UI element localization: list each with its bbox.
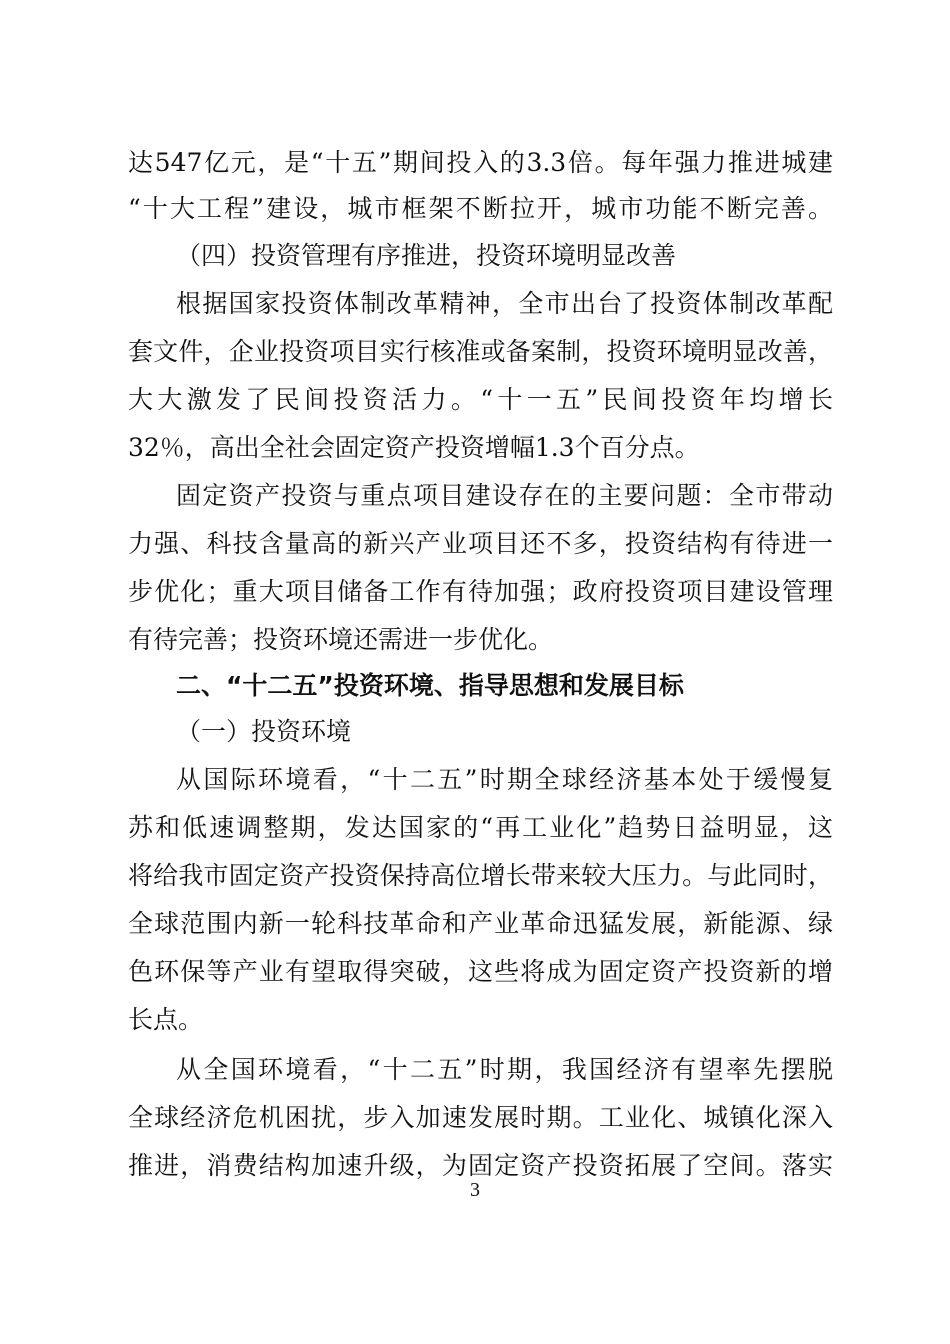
text-line: 苏和低速调整期，发达国家的“再工业化”趋势日益明显，这 xyxy=(128,813,833,842)
text-line: 长点。 xyxy=(128,1005,204,1034)
text-line: 达547亿元，是“十五”期间投入的3.3倍。每年强力推进城建 xyxy=(128,148,833,177)
text-line: 从国际环境看，“十二五”时期全球经济基本处于缓慢复 xyxy=(176,765,833,794)
text-line: 从全国环境看，“十二五”时期，我国经济有望率先摆脱 xyxy=(176,1055,833,1084)
text-line: 力强、科技含量高的新兴产业项目还不多，投资结构有待进一 xyxy=(128,529,833,558)
text-line: 步优化；重大项目储备工作有待加强；政府投资项目建设管理 xyxy=(128,577,833,606)
page-number: 3 xyxy=(470,1179,480,1201)
text-line: 大大激发了民间投资活力。“十一五”民间投资年均增长 xyxy=(128,385,833,414)
text-line: 全球经济危机困扰，步入加速发展时期。工业化、城镇化深入 xyxy=(128,1103,833,1132)
section-subheading: （四）投资管理有序推进，投资环境明显改善 xyxy=(176,241,677,270)
text-line: 推进，消费结构加速升级，为固定资产投资拓展了空间。落实 xyxy=(128,1151,833,1180)
text-line: 套文件，企业投资项目实行核准或备案制，投资环境明显改善， xyxy=(128,337,833,366)
section-heading: 二、“十二五”投资环境、指导思想和发展目标 xyxy=(176,671,684,700)
text-line: 有待完善；投资环境还需进一步优化。 xyxy=(128,625,554,654)
text-line: 色环保等产业有望取得突破，这些将成为固定资产投资新的增 xyxy=(128,957,833,986)
text-line: 32％，高出全社会固定资产投资增幅1.3个百分点。 xyxy=(128,433,700,462)
text-line: 根据国家投资体制改革精神，全市出台了投资体制改革配 xyxy=(176,289,833,318)
text-line: “十大工程”建设，城市框架不断拉开，城市功能不断完善。 xyxy=(128,194,833,223)
text-line: 固定资产投资与重点项目建设存在的主要问题：全市带动 xyxy=(176,481,833,510)
text-line: 将给我市固定资产投资保持高位增长带来较大压力。与此同时， xyxy=(128,861,833,890)
section-subheading: （一）投资环境 xyxy=(176,717,352,746)
text-line: 全球范围内新一轮科技革命和产业革命迅猛发展，新能源、绿 xyxy=(128,909,833,938)
